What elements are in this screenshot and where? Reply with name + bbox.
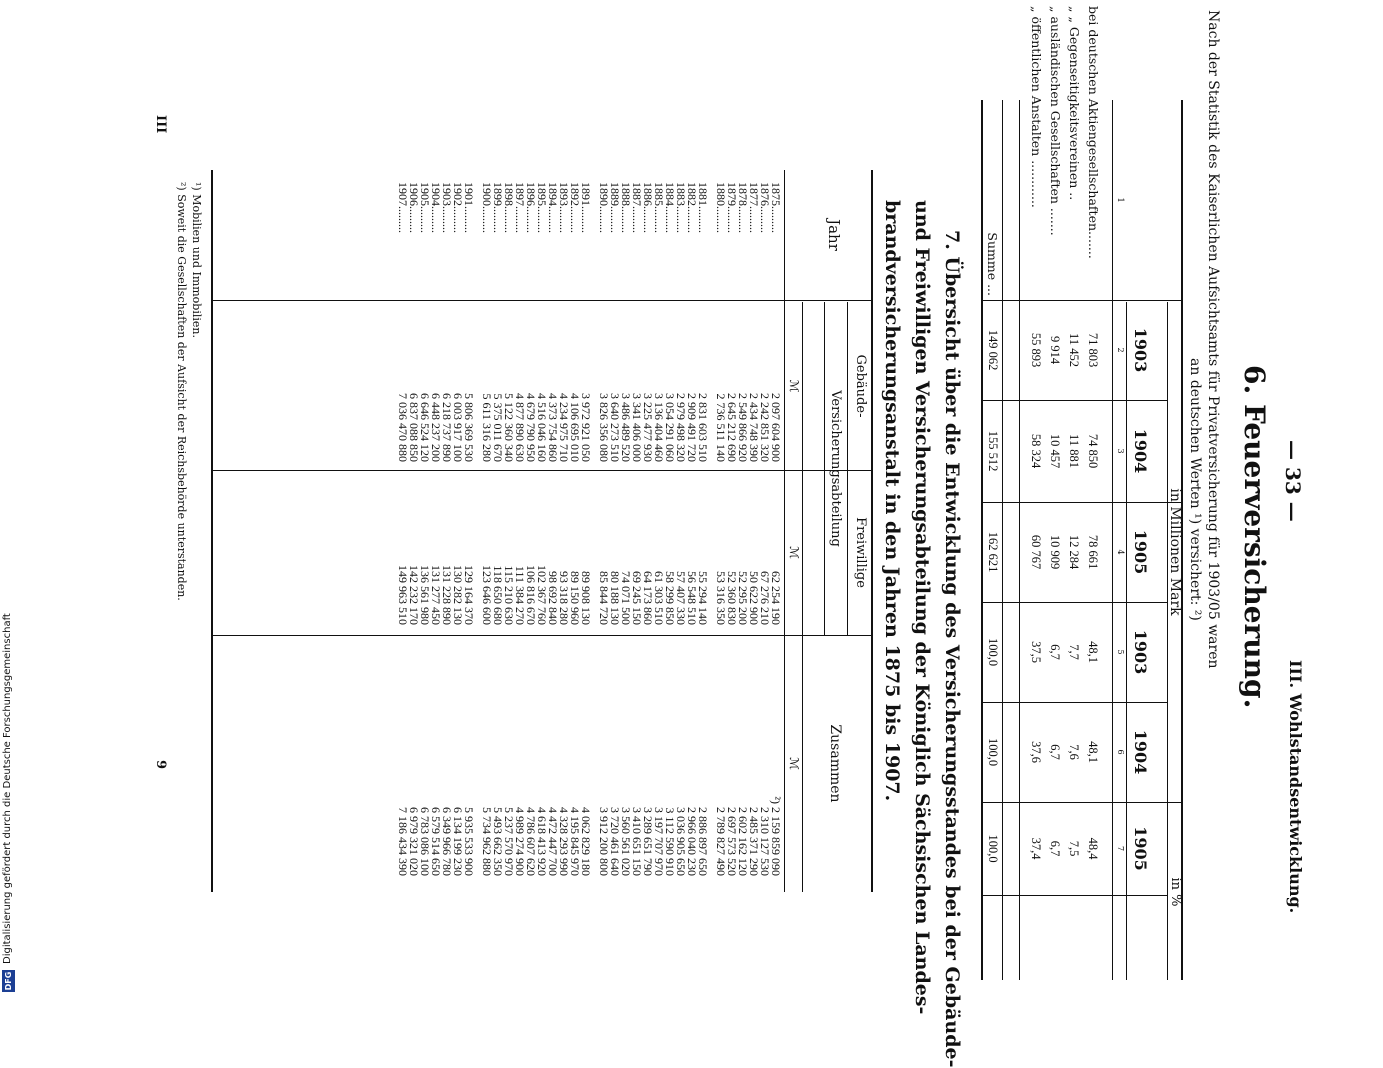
sheet-mark: III <box>153 115 168 134</box>
table-cell: 2 966 040 230 <box>684 807 699 876</box>
year-cell: 1901......... <box>461 182 476 233</box>
col-number: 1 <box>1116 197 1125 203</box>
year-cell: 1879......... <box>725 182 740 233</box>
table-cell: 89 908 130 <box>578 571 593 625</box>
table-cell: 58 324 <box>1029 433 1043 469</box>
year-cell: 1896......... <box>524 182 539 233</box>
year-cell: 1882......... <box>684 182 699 233</box>
table-cell: 55 893 <box>1029 332 1043 368</box>
table-cell: 129 164 370 <box>461 565 476 625</box>
table-cell: 3 486 489 520 <box>619 393 634 462</box>
year-cell: 1893......... <box>556 182 571 233</box>
table-cell: 3 112 590 910 <box>662 807 677 876</box>
unit-mark: ℳ <box>787 757 801 770</box>
table-cell: 6 448 237 200 <box>428 393 443 462</box>
table-row-label: bei deutschen Aktiengesellschaften....... <box>1086 6 1101 259</box>
unit-mark: ℳ <box>787 546 801 559</box>
table-cell: 6,7 <box>1048 644 1062 660</box>
table-cell: 7,7 <box>1067 644 1081 660</box>
sum-value: 100,0 <box>986 637 1000 667</box>
table-cell: 2 434 748 390 <box>747 393 762 462</box>
year-cell: 1902......... <box>450 182 465 233</box>
table-cell: 11 881 <box>1067 434 1081 468</box>
table-cell: 4 373 754 860 <box>545 393 560 462</box>
table-cell: 3 972 921 050 <box>578 393 593 462</box>
year-cell: 1886......... <box>641 182 656 233</box>
year-cell: 1891......... <box>578 182 593 233</box>
year-cell: 1892......... <box>567 182 582 233</box>
digitization-credit <box>0 0 16 1000</box>
year-cell: 1905......... <box>418 182 432 233</box>
head-building: Gebäude- <box>853 354 868 418</box>
section7-title-1: 7. Übersicht über die Entwicklung des Versicherungsstandes bei der Gebäude- <box>941 230 963 1068</box>
table-cell: 3 036 905 650 <box>673 807 688 876</box>
table-cell: 6,7 <box>1048 744 1062 760</box>
table-row-label: „ „ Gegenseitigkeitsvereinen .. <box>1067 6 1082 201</box>
table-cell: 2 645 212 690 <box>725 393 740 462</box>
table-cell: 85 844 720 <box>597 571 612 625</box>
table-cell: 3 197 707 970 <box>652 807 666 876</box>
year-cell: 1875......... <box>769 182 783 233</box>
year-cell: 1895......... <box>535 182 549 233</box>
table-cell: 57 407 330 <box>673 571 688 625</box>
table-cell: 5 237 570 970 <box>502 807 517 876</box>
table-cell: 3 225 477 930 <box>641 393 656 462</box>
table-cell: 4 472 447 700 <box>545 807 560 876</box>
table-cell: 4 516 046 160 <box>535 393 549 462</box>
year-cell: 1876......... <box>758 182 773 233</box>
table-cell: 2 097 604 900 <box>769 393 783 462</box>
table-cell: 67 276 210 <box>758 571 773 625</box>
table-cell: 4 786 607 620 <box>524 807 539 876</box>
section6-title: 6. Feuerversicherung. <box>1238 365 1271 709</box>
table-cell: 37,4 <box>1029 837 1043 860</box>
table-cell: 118 650 680 <box>491 565 506 625</box>
table-cell: 106 816 670 <box>524 565 539 625</box>
table-cell: 6 837 088 850 <box>407 393 422 462</box>
table-cell: 142 232 170 <box>407 565 422 625</box>
year-cell: 1888......... <box>619 182 634 233</box>
table-cell: 37,5 <box>1029 641 1043 663</box>
table-cell: 2 602 162 120 <box>736 807 751 876</box>
table-row-label: „ ausländischen Gesellschaften ....... <box>1048 6 1063 236</box>
table-cell: 2 697 573 520 <box>725 807 740 876</box>
table-cell: 2 736 511 140 <box>714 393 729 462</box>
table-cell: 4 195 845 970 <box>567 807 582 876</box>
year-1903: 1903 <box>1131 327 1150 373</box>
year-cell: 1878......... <box>736 182 751 233</box>
table-cell: 3 826 356 080 <box>597 393 612 462</box>
table-cell: 2 909 491 720 <box>684 393 699 462</box>
col-number: 4 <box>1116 549 1125 555</box>
year-cell: 1894......... <box>545 182 560 233</box>
sum-value: 100,0 <box>986 834 1000 863</box>
table-cell: 93 318 280 <box>556 571 571 625</box>
section6-intro-2: an deutschen Werten ¹) versichert: ²) <box>1187 358 1203 621</box>
year-cell: 1885......... <box>652 182 666 233</box>
table-cell: 10 457 <box>1048 433 1062 469</box>
year-cell: 1890......... <box>597 182 612 233</box>
table-cell: 74 850 <box>1086 433 1100 469</box>
table-cell: 64 173 860 <box>641 571 656 625</box>
year-cell: 1877......... <box>747 182 762 233</box>
head-percent: in % <box>1168 877 1183 907</box>
table-cell: 131 228 890 <box>439 565 454 625</box>
year-cell: 1881......... <box>695 182 710 233</box>
table-cell: 5 734 962 880 <box>480 807 495 876</box>
year-cell: 1899......... <box>491 182 506 233</box>
section-header: III. Wohlstandsentwicklung. <box>1286 660 1305 914</box>
table-cell: 56 548 510 <box>684 571 699 625</box>
head-voluntary: Freiwillige <box>853 517 868 588</box>
year-1905-pct: 1905 <box>1131 826 1150 871</box>
table-cell: 4 618 413 920 <box>535 807 549 876</box>
year-cell: 1904......... <box>428 182 443 233</box>
table-cell: 4 106 695 010 <box>567 393 582 462</box>
table-cell: 149 963 510 <box>396 565 411 625</box>
table-cell: 80 188 130 <box>608 571 623 625</box>
table-cell: 61 303 510 <box>652 571 666 625</box>
table-cell: 4 234 975 710 <box>556 393 571 462</box>
table-cell: 12 284 <box>1067 534 1081 570</box>
year-cell: 1887......... <box>630 182 645 233</box>
table-cell: 2 310 127 530 <box>758 807 773 876</box>
table-cell: 3 289 651 790 <box>641 807 656 876</box>
table-cell: 89 150 960 <box>567 571 582 625</box>
table-cell: 136 561 980 <box>418 565 432 625</box>
table-cell: 7,5 <box>1067 840 1081 857</box>
section6-intro-1: Nach der Statistik des Kaiserlichen Aufsichtsamts für Privatversicherung für 1903/05 waren <box>1205 10 1221 669</box>
page-number: — 33 — <box>1281 440 1305 522</box>
head-year: Jahr <box>825 219 843 251</box>
footnote-2: ²) Soweit die Gesellschaften der Aufsicht der Reichsbehörde unterstanden. <box>175 182 188 601</box>
table-cell: 3 136 404 460 <box>652 393 666 462</box>
table-cell: 9 914 <box>1048 335 1062 365</box>
col-number: 3 <box>1116 448 1125 454</box>
table-cell: 5 935 533 900 <box>461 807 476 876</box>
year-cell: 1898......... <box>502 182 517 233</box>
table-cell: 6,7 <box>1048 840 1062 857</box>
table-cell: 11 452 <box>1067 333 1081 367</box>
table-cell: 3 410 651 150 <box>630 807 645 876</box>
table-cell: 5 611 316 280 <box>480 393 495 462</box>
table-cell: 62 254 190 <box>769 571 783 625</box>
table-cell: 50 622 900 <box>747 571 762 625</box>
dfg-logo: DFG <box>4 971 13 991</box>
table-cell: 2 242 851 320 <box>758 393 773 462</box>
sum-value: 162 621 <box>986 531 1000 573</box>
col-number: 2 <box>1116 347 1125 353</box>
table-cell: 5 122 360 340 <box>502 393 517 462</box>
table-cell: 3 720 461 640 <box>608 807 623 876</box>
sum-label: Summe ... <box>985 232 1000 296</box>
table-cell: 48,1 <box>1086 741 1100 763</box>
year-cell: 1884......... <box>662 182 677 233</box>
table-cell: 6 646 524 120 <box>418 393 432 462</box>
table-cell: 10 909 <box>1048 534 1062 570</box>
table-cell: 52 360 830 <box>725 571 740 625</box>
year-cell: 1903......... <box>439 182 454 233</box>
table-cell: 7 036 470 880 <box>396 393 411 462</box>
year-1904: 1904 <box>1131 428 1150 474</box>
table-cell: 4 328 293 990 <box>556 807 571 876</box>
table-cell: 2 789 827 490 <box>714 807 729 876</box>
section7-title-3: brandversicherungsanstalt in den Jahren 1875 bis 1907. <box>881 200 903 802</box>
table-cell: 98 692 840 <box>545 571 560 625</box>
table-cell: 78 661 <box>1086 534 1100 570</box>
table-cell: 52 295 200 <box>736 571 751 625</box>
sum-value: 155 512 <box>986 430 1000 472</box>
table-cell: 3 912 200 800 <box>597 807 612 876</box>
table-cell: 53 316 350 <box>714 571 729 625</box>
head-millions: in Millionen Mark <box>1167 488 1183 616</box>
sheet-number: 9 <box>153 760 168 770</box>
table-cell: 58 299 850 <box>662 571 677 625</box>
table-cell: 74 071 500 <box>619 571 634 625</box>
table-cell: 6 979 321 020 <box>407 807 422 876</box>
table-cell: 102 367 760 <box>535 565 549 625</box>
table-cell: 4 062 829 180 <box>578 807 593 876</box>
table-cell: 69 245 150 <box>630 571 645 625</box>
table-cell: 7 186 434 390 <box>396 807 411 876</box>
table-cell: 5 375 011 670 <box>491 393 506 462</box>
credit-text: Digitalisierung gefördert durch die Deutsche Forschungsgemeinschaft <box>2 613 13 964</box>
col-number: 5 <box>1116 649 1125 655</box>
table-cell: 2 485 371 290 <box>747 807 762 876</box>
table-cell: ²) 2 159 859 090 <box>769 796 783 876</box>
table-cell: 48,4 <box>1086 837 1100 860</box>
table-cell: 4 877 890 630 <box>513 393 528 462</box>
table-cell: 2 886 897 650 <box>695 807 710 876</box>
col-number: 6 <box>1116 749 1125 755</box>
unit-mark: ℳ <box>787 379 801 393</box>
table-cell: 3 560 561 020 <box>619 807 634 876</box>
year-1905: 1905 <box>1131 529 1150 575</box>
table-cell: 123 646 600 <box>480 565 495 625</box>
table-cell: 3 640 273 510 <box>608 393 623 462</box>
year-cell: 1907......... <box>396 182 411 233</box>
table-cell: 55 294 140 <box>695 571 710 625</box>
year-cell: 1897......... <box>513 182 528 233</box>
table-cell: 2 549 866 920 <box>736 393 751 462</box>
year-cell: 1883......... <box>673 182 688 233</box>
table-cell: 71 803 <box>1086 332 1100 368</box>
table-cell: 2 831 603 510 <box>695 393 710 462</box>
year-1904-pct: 1904 <box>1131 729 1150 775</box>
table-cell: 131 277 450 <box>428 565 443 625</box>
table-cell: 6 349 966 780 <box>439 807 454 876</box>
table-cell: 115 210 630 <box>502 565 517 625</box>
year-cell: 1906......... <box>407 182 422 233</box>
sum-value: 100,0 <box>986 737 1000 767</box>
col-number: 7 <box>1116 845 1125 852</box>
table-cell: 6 783 086 100 <box>418 807 432 876</box>
table-cell: 4 989 274 900 <box>513 807 528 876</box>
table-cell: 6 134 199 230 <box>450 807 465 876</box>
head-total: Zusammen <box>827 724 843 803</box>
table-cell: 111 384 270 <box>513 565 528 625</box>
table-cell: 7,6 <box>1067 744 1081 760</box>
table-cell: 4 679 790 950 <box>524 393 539 462</box>
table-cell: 130 282 130 <box>450 565 465 625</box>
table-cell: 48,1 <box>1086 641 1100 663</box>
table-row-label: „ öffentlichen Anstalten ............ <box>1029 6 1044 208</box>
table-cell: 3 341 406 000 <box>630 393 645 462</box>
table-cell: 37,6 <box>1029 741 1043 763</box>
footnote-1: ¹) Mobilien und Immobilien. <box>190 182 203 338</box>
year-1903-pct: 1903 <box>1131 629 1150 675</box>
table-cell: 60 767 <box>1029 534 1043 570</box>
head-department: Versicherungsabteilung <box>828 390 843 547</box>
sum-value: 149 062 <box>986 329 1000 371</box>
table-cell: 5 806 369 530 <box>461 393 476 462</box>
section7-title-2: und Freiwilligen Versicherungsabteilung der Königlich Sächsischen Landes- <box>911 200 933 1015</box>
year-cell: 1889......... <box>608 182 623 233</box>
table-cell: 2 979 498 320 <box>673 393 688 462</box>
year-cell: 1880......... <box>714 182 729 233</box>
table-cell: 6 579 514 650 <box>428 807 443 876</box>
table-cell: 6 218 737 890 <box>439 393 454 462</box>
table-cell: 6 003 917 100 <box>450 393 465 462</box>
table-cell: 3 054 291 060 <box>662 393 677 462</box>
year-cell: 1900......... <box>480 182 495 233</box>
table-cell: 5 493 662 350 <box>491 807 506 876</box>
